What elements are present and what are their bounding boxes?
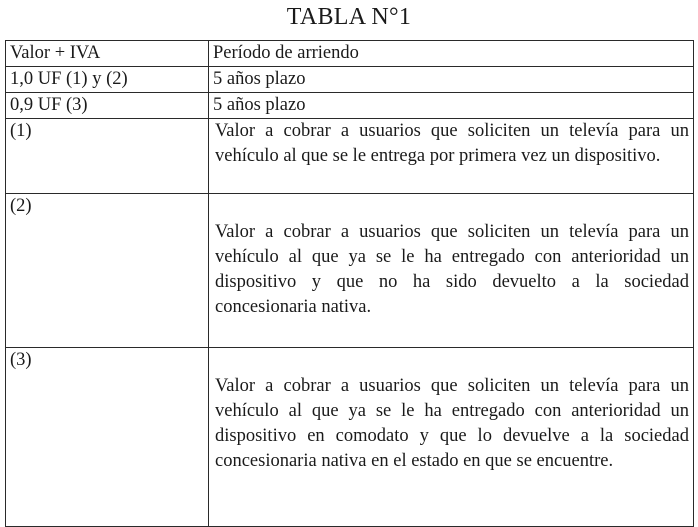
footnote-row: [6, 119, 694, 194]
footnote-text: Valor a cobrar a usuarios que soliciten un televía para un vehículo al que ya se le ha entregado con anterioridad un dispositivo y que no ha sido devuelto a la sociedad concesionaria nativa.: [209, 194, 694, 348]
table-title: TABLA N°1: [286, 4, 412, 30]
tariff-table: [5, 40, 694, 527]
header-period: Período de arriendo: [209, 41, 694, 67]
footnote-text: Valor a cobrar a usuarios que soliciten un televía para un vehículo al que ya se le ha entregado con anterioridad un dispositivo en comodato y que lo devuelve a la sociedad concesionaria nativa en el estado en que se encuentre.: [209, 348, 694, 527]
footnote-text: Valor a cobrar a usuarios que soliciten un televía para un vehículo al que se le entrega por primera vez un dispositivo.: [209, 119, 694, 194]
footnote-marker: (1): [6, 119, 209, 194]
footnote-marker: (3): [6, 348, 209, 527]
header-value: Valor + IVA: [6, 41, 209, 67]
cell-value: 1,0 UF (1) y (2): [6, 67, 209, 93]
cell-period: 5 años plazo: [209, 67, 694, 93]
footnote-row: [6, 194, 694, 348]
footnote-row: [6, 348, 694, 527]
table-row: [6, 67, 694, 93]
table-row: [6, 93, 694, 119]
footnote-marker: (2): [6, 194, 209, 348]
table-header-row: [6, 41, 694, 67]
cell-period: 5 años plazo: [209, 93, 694, 119]
cell-value: 0,9 UF (3): [6, 93, 209, 119]
